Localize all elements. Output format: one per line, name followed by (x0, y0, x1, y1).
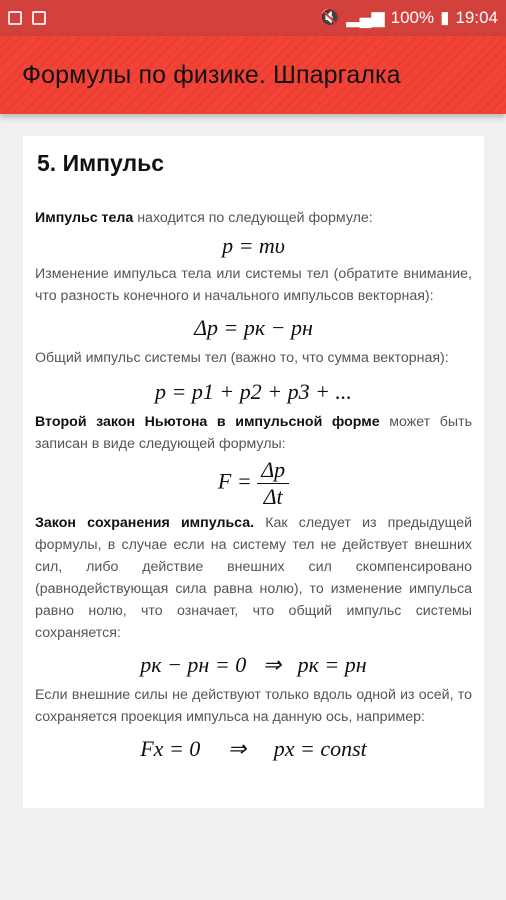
paragraph-3: Общий импульс системы тел (важно то, что сумма векторная): (35, 350, 449, 366)
app-title: Формулы по физике. Шпаргалка (22, 60, 401, 89)
fraction-numerator: Δp (257, 457, 289, 484)
battery-icon: ▮ (440, 8, 450, 27)
paragraph-5-bold: Закон сохранения импульса. (35, 515, 255, 531)
formula-conservation: pк − pн = 0 ⇒ pк = pн (140, 652, 367, 677)
formula-newton-second-law (35, 457, 472, 510)
battery-level: 100% (390, 8, 435, 27)
formula-momentum: p = mυ (222, 233, 285, 258)
signal-icon: ▂▄▆ (346, 8, 385, 27)
paragraph-1-bold: Импульс тела (35, 210, 134, 226)
paragraph-5 (35, 512, 472, 644)
paragraph-5-text: Как следует из предыдущей формулы, в случае если на систему тел не действует внешних сил, либо действие внешних сил скомпенсировано (равнодействующая сила равна нолю), то изменение импульса равно нолю, что означает, что общий импульс системы сохраняется: (35, 515, 472, 641)
fraction-denominator: Δt (263, 484, 283, 509)
content-card[interactable] (23, 136, 484, 808)
status-bar (0, 0, 506, 36)
paragraph-4-bold: Второй закон Ньютона в импульсной форме (35, 414, 380, 430)
paragraph-1-text: находится по следующей формуле: (133, 210, 373, 226)
section-heading: 5. Импульс (37, 150, 165, 176)
formula-force-lhs: F = (217, 468, 252, 494)
image-icon (8, 11, 22, 25)
clock: 19:04 (455, 8, 498, 27)
paragraph-6: Если внешние силы не действуют только вдоль одной из осей, то сохраняется проекция импульса на данную ось, например: (35, 687, 472, 725)
app-bar (0, 36, 506, 114)
sd-card-icon (32, 11, 46, 25)
mute-icon: 🔇 (319, 8, 341, 27)
formula-fraction (257, 457, 289, 510)
paragraph-4-text: может быть записан в виде следующей формулы: (35, 414, 472, 452)
formula-projection: Fx = 0 ⇒ px = const (140, 736, 367, 761)
paragraph-4 (35, 411, 472, 455)
formula-momentum-change: Δp = pк − pн (194, 315, 313, 340)
paragraph-2: Изменение импульса тела или системы тел (обратите внимание, что разность конечного и начального импульсов векторная): (35, 266, 472, 304)
formula-total-momentum: p = p1 + p2 + p3 + ... (155, 379, 352, 404)
paragraph-1 (35, 207, 472, 229)
